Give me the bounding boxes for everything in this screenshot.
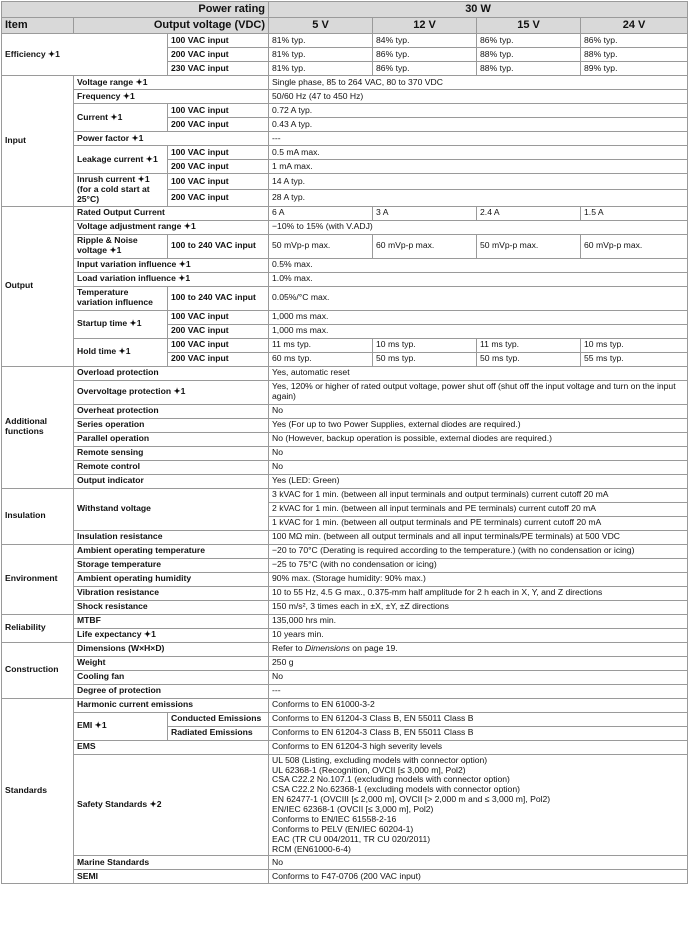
table-row [2,684,688,698]
list-item: Conforms to PELV (EN/IEC 60204-1) [272,823,414,834]
table-row [2,234,688,258]
table-row [2,856,688,870]
table-row [2,206,688,220]
condition-cell: 100 to 240 VAC input [168,234,269,258]
item-label: Overvoltage protection ✦1 [74,380,269,404]
value-cell: −25 to 75°C (with no condensation or icing) [269,558,688,572]
category-construction: Construction [2,642,74,698]
value-cell: 86% typ. [581,34,688,48]
item-label: Degree of protection [74,684,269,698]
value-cell: 28 A typ. [269,190,688,206]
value-cell: 81% typ. [269,34,373,48]
item-label: Output indicator [74,474,269,488]
table-row [2,530,688,544]
table-row [2,670,688,684]
list-item: EN 62477-1 (OVCIII [≤ 2,000 m], OVCII [> 2,000 m and ≤ 3,000 m], Pol2) [272,794,551,805]
item-label: Storage temperature [74,558,269,572]
item-label: SEMI [74,870,269,884]
value-cell: −10% to 15% (with V.ADJ) [269,220,688,234]
item-label: Cooling fan [74,670,269,684]
value-cell: 55 ms typ. [581,352,688,366]
value-cell: 3 A [373,206,477,220]
value-cell: --- [269,132,688,146]
value-cell: 50 mVp-p max. [477,234,581,258]
value-cell: 10 ms typ. [373,338,477,352]
table-row [2,380,688,404]
table-row [2,656,688,670]
voltage-header-24v: 24 V [581,18,688,34]
value-cell: 150 m/s², 3 times each in ±X, ±Y, ±Z directions [269,600,688,614]
category-standards: Standards [2,698,74,884]
table-row [2,446,688,460]
item-label: Temperature variation influence [74,286,168,310]
value-cell: 100 MΩ min. (between all output terminals and all input terminals/PE terminals) at 500 VDC [269,530,688,544]
value-cell: 88% typ. [477,62,581,76]
value-cell: 10 to 55 Hz, 4.5 G max., 0.375-mm half amplitude for 2 h each in X, Y, and Z directions [269,586,688,600]
condition-cell: Conducted Emissions [168,712,269,726]
category-insulation: Insulation [2,488,74,544]
table-row [2,474,688,488]
table-row [2,614,688,628]
value-cell: Conforms to EN 61204-3 high severity levels [269,740,688,754]
dimensions-reference: Dimensions [305,643,350,654]
power-rating-label: Power rating [2,2,269,18]
value-cell: 88% typ. [581,48,688,62]
category-reliability: Reliability [2,614,74,642]
item-label: Current ✦1 [74,104,168,132]
value-cell: Yes (For up to two Power Supplies, external diodes are required.) [269,418,688,432]
table-row [2,558,688,572]
value-cell: 88% typ. [477,48,581,62]
safety-standards-list [269,754,688,856]
item-label: EMS [74,740,269,754]
value-cell: 11 ms typ. [477,338,581,352]
dimensions-prefix: Refer to [272,643,305,654]
condition-cell: 100 VAC input [168,146,269,160]
value-cell: 86% typ. [373,48,477,62]
item-label: Vibration resistance [74,586,269,600]
value-cell: 50 ms typ. [373,352,477,366]
value-cell: Yes, automatic reset [269,366,688,380]
value-cell: 2.4 A [477,206,581,220]
item-label: Input variation influence ✦1 [74,258,269,272]
value-cell: 3 kVAC for 1 min. (between all input terminals and output terminals) current cutoff 20 mA [269,488,688,502]
value-cell: No [269,446,688,460]
value-cell: 60 mVp-p max. [581,234,688,258]
item-label: Series operation [74,418,269,432]
item-label: Power factor ✦1 [74,132,269,146]
item-label: Load variation influence ✦1 [74,272,269,286]
condition-cell: Radiated Emissions [168,726,269,740]
table-row [2,870,688,884]
value-cell: 89% typ. [581,62,688,76]
list-item: UL 62368-1 (Recognition, OVCII [≤ 3,000 m], Pol2) [272,764,466,775]
value-cell [269,642,688,656]
value-cell: 2 kVAC for 1 min. (between all input terminals and PE terminals) current cutoff 20 mA [269,502,688,516]
item-label: Overload protection [74,366,269,380]
table-row [2,586,688,600]
table-row [2,104,688,118]
value-cell: 1,000 ms max. [269,324,688,338]
item-header: Item [2,18,74,34]
table-row [2,488,688,502]
item-label: Leakage current ✦1 [74,146,168,174]
item-label: Ambient operating humidity [74,572,269,586]
value-cell: Yes (LED: Green) [269,474,688,488]
value-cell: 1.5 A [581,206,688,220]
value-cell: 60 ms typ. [269,352,373,366]
table-row [2,220,688,234]
value-cell: No [269,670,688,684]
item-label: Ambient operating temperature [74,544,269,558]
condition-cell: 100 VAC input [168,310,269,324]
list-item: UL 508 (Listing, excluding models with connector option) [272,754,488,765]
value-cell: 135,000 hrs min. [269,614,688,628]
item-label: Remote control [74,460,269,474]
header-row-voltage [2,18,688,34]
table-row [2,544,688,558]
condition-cell: 200 VAC input [168,352,269,366]
value-cell: 250 g [269,656,688,670]
table-row [2,572,688,586]
value-cell: 6 A [269,206,373,220]
voltage-header-5v: 5 V [269,18,373,34]
voltage-header-15v: 15 V [477,18,581,34]
value-cell: 0.72 A typ. [269,104,688,118]
table-row [2,628,688,642]
table-row [2,286,688,310]
value-cell: 1.0% max. [269,272,688,286]
power-rating-value: 30 W [269,2,688,18]
condition-cell: 230 VAC input [168,62,269,76]
list-item: EAC (TR CU 004/2011, TR CU 020/2011) [272,833,431,844]
table-row [2,460,688,474]
spec-table [1,1,688,884]
table-row [2,76,688,90]
value-cell: Conforms to EN 61000-3-2 [269,698,688,712]
value-cell: 14 A typ. [269,174,688,190]
table-row [2,698,688,712]
table-row [2,272,688,286]
table-row [2,366,688,380]
table-row [2,712,688,726]
table-row [2,754,688,856]
table-row [2,418,688,432]
value-cell: −20 to 70°C (Derating is required according to the temperature.) (with no condensation or icing) [269,544,688,558]
value-cell: 11 ms typ. [269,338,373,352]
item-label: Harmonic current emissions [74,698,269,712]
item-label: Frequency ✦1 [74,90,269,104]
value-cell: 50 mVp-p max. [269,234,373,258]
item-label: Weight [74,656,269,670]
value-cell: 1,000 ms max. [269,310,688,324]
table-row [2,432,688,446]
condition-cell: 200 VAC input [168,160,269,174]
item-label: Shock resistance [74,600,269,614]
condition-cell: 200 VAC input [168,190,269,206]
condition-cell: 100 VAC input [168,34,269,48]
item-label: Overheat protection [74,404,269,418]
value-cell: 90% max. (Storage humidity: 90% max.) [269,572,688,586]
item-label: Voltage adjustment range ✦1 [74,220,269,234]
value-cell: 0.5 mA max. [269,146,688,160]
value-cell: 10 years min. [269,628,688,642]
category-environment: Environment [2,544,74,614]
header-row-power [2,2,688,18]
value-cell: No (However, backup operation is possible, external diodes are required.) [269,432,688,446]
table-row [2,404,688,418]
value-cell: 1 kVAC for 1 min. (between all output terminals and PE terminals) current cutoff 20 mA [269,516,688,530]
item-label: Withstand voltage [74,488,269,530]
voltage-header-12v: 12 V [373,18,477,34]
value-cell: 0.5% max. [269,258,688,272]
value-cell: 81% typ. [269,62,373,76]
category-input: Input [2,76,74,207]
list-item: CSA C22.2 No.107.1 (excluding models with connector option) [272,774,510,785]
item-label: Life expectancy ✦1 [74,628,269,642]
item-label: EMI ✦1 [74,712,168,740]
table-row [2,600,688,614]
output-voltage-header: Output voltage (VDC) [74,18,269,34]
table-row [2,146,688,160]
condition-cell: 100 to 240 VAC input [168,286,269,310]
item-label: Safety Standards ✦2 [74,754,269,856]
value-cell: Conforms to F47-0706 (200 VAC input) [269,870,688,884]
value-cell: 86% typ. [373,62,477,76]
condition-cell: 100 VAC input [168,174,269,190]
value-cell: 84% typ. [373,34,477,48]
item-label: Remote sensing [74,446,269,460]
value-cell: 1 mA max. [269,160,688,174]
value-cell: Conforms to EN 61204-3 Class B, EN 55011 Class B [269,712,688,726]
value-cell: 50 ms typ. [477,352,581,366]
value-cell: 60 mVp-p max. [373,234,477,258]
item-label: Voltage range ✦1 [74,76,269,90]
item-label: Dimensions (W×H×D) [74,642,269,656]
table-row [2,90,688,104]
condition-cell: 100 VAC input [168,338,269,352]
item-label: Hold time ✦1 [74,338,168,366]
table-row [2,174,688,190]
table-row [2,642,688,656]
category-efficiency: Efficiency ✦1 [2,34,168,76]
table-row [2,310,688,324]
item-label: Rated Output Current [74,206,269,220]
condition-cell: 200 VAC input [168,48,269,62]
condition-cell: 200 VAC input [168,324,269,338]
table-row [2,132,688,146]
category-output: Output [2,206,74,366]
list-item: CSA C22.2 No.62368-1 (excluding models with connector option) [272,784,520,795]
item-label: Insulation resistance [74,530,269,544]
value-cell: No [269,460,688,474]
table-row [2,338,688,352]
item-label: Marine Standards [74,856,269,870]
condition-cell: 100 VAC input [168,104,269,118]
list-item: RCM (EN61000-6-4) [272,843,351,854]
list-item: EN/IEC 62368-1 (OVCII [≤ 3,000 m], Pol2) [272,804,434,814]
condition-cell: 200 VAC input [168,118,269,132]
value-cell: 10 ms typ. [581,338,688,352]
value-cell: Conforms to EN 61204-3 Class B, EN 55011 Class B [269,726,688,740]
item-label: Inrush current ✦1 (for a cold start at 25°C) [74,174,168,207]
item-label: MTBF [74,614,269,628]
value-cell: Yes, 120% or higher of rated output voltage, power shut off (shut off the input voltage and turn on the input again) [269,380,688,404]
table-row [2,740,688,754]
value-cell: No [269,404,688,418]
value-cell: 0.05%/°C max. [269,286,688,310]
value-cell: 81% typ. [269,48,373,62]
value-cell: --- [269,684,688,698]
item-label: Startup time ✦1 [74,310,168,338]
value-cell: 50/60 Hz (47 to 450 Hz) [269,90,688,104]
value-cell: No [269,856,688,870]
item-label: Parallel operation [74,432,269,446]
item-label: Ripple & Noise voltage ✦1 [74,234,168,258]
list-item: Conforms to EN/IEC 61558-2-16 [272,813,397,824]
table-row [2,258,688,272]
dimensions-suffix: on page 19. [349,643,398,654]
table-row [2,34,688,48]
value-cell: Single phase, 85 to 264 VAC, 80 to 370 VDC [269,76,688,90]
value-cell: 86% typ. [477,34,581,48]
category-additional-functions: Additional functions [2,366,74,488]
value-cell: 0.43 A typ. [269,118,688,132]
